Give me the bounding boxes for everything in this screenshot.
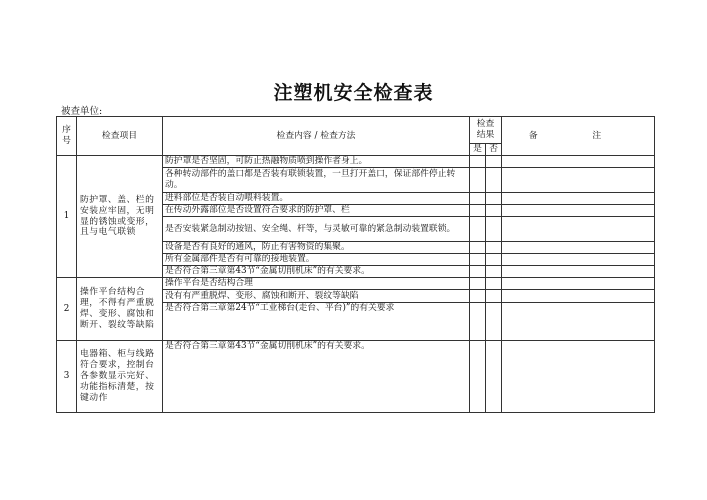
result-no-cell[interactable]	[486, 341, 502, 413]
remarks-cell[interactable]	[502, 254, 655, 266]
result-no-cell[interactable]	[486, 290, 502, 302]
remarks-cell[interactable]	[502, 217, 655, 242]
result-no-cell[interactable]	[486, 168, 502, 193]
result-no-cell[interactable]	[486, 217, 502, 242]
row-seq: 3	[57, 341, 77, 413]
result-yes-cell[interactable]	[470, 156, 486, 168]
remarks-cell[interactable]	[502, 193, 655, 205]
check-item: 操作平台结构合理，不得有严重脱焊、变形、腐蚀和断开、裂纹等缺陷	[77, 278, 163, 341]
result-yes-cell[interactable]	[470, 341, 486, 413]
remarks-cell[interactable]	[502, 278, 655, 290]
check-content: 在传动外露部位是否设置符合要求的防护罩、栏	[163, 205, 470, 217]
check-content: 所有金属部件是否有可靠的接地装置。	[163, 254, 470, 266]
check-content: 操作平台是否结构合理	[163, 278, 470, 290]
header-yes: 是	[470, 144, 486, 156]
row-seq: 1	[57, 156, 77, 278]
remarks-cell[interactable]	[502, 156, 655, 168]
result-yes-cell[interactable]	[470, 168, 486, 193]
result-no-cell[interactable]	[486, 266, 502, 278]
check-content: 是否符合第三章第43节“金属切削机床”的有关要求。	[163, 266, 470, 278]
result-no-cell[interactable]	[486, 242, 502, 254]
check-content: 是否安装紧急制动按钮、安全绳、杆等，与灵敏可靠的紧急制动装置联锁。	[163, 217, 470, 242]
result-yes-cell[interactable]	[470, 193, 486, 205]
remarks-cell[interactable]	[502, 168, 655, 193]
header-check-content: 检查内容 / 检查方法	[163, 117, 470, 156]
remarks-cell[interactable]	[502, 290, 655, 302]
header-check-result: 检查 结果	[470, 117, 502, 144]
result-no-cell[interactable]	[486, 193, 502, 205]
result-yes-cell[interactable]	[470, 254, 486, 266]
remarks-cell[interactable]	[502, 266, 655, 278]
check-item: 防护罩、盖、栏的安装应牢固，无明显的锈蚀或变形，且与电气联锁	[77, 156, 163, 278]
check-content: 没有有严重脱焊、变形、腐蚀和断开、裂纹等缺陷	[163, 290, 470, 302]
result-yes-cell[interactable]	[470, 266, 486, 278]
check-content: 各种转动部件的盖口都是否装有联锁装置，一旦打开盖口，保证部件停止转动。	[163, 168, 470, 193]
check-content: 防护罩是否坚固，可防止热融物质喷到操作者身上。	[163, 156, 470, 168]
result-no-cell[interactable]	[486, 278, 502, 290]
remarks-cell[interactable]	[502, 341, 655, 413]
header-no: 否	[486, 144, 502, 156]
result-yes-cell[interactable]	[470, 302, 486, 340]
check-item: 电器箱、柜与线路符合要求，控制台各参数显示完好、功能指标清楚，按键动作	[77, 341, 163, 413]
result-no-cell[interactable]	[486, 205, 502, 217]
result-yes-cell[interactable]	[470, 290, 486, 302]
page-title: 注塑机安全检查表	[273, 82, 434, 104]
result-yes-cell[interactable]	[470, 278, 486, 290]
remarks-cell[interactable]	[502, 242, 655, 254]
result-no-cell[interactable]	[486, 254, 502, 266]
result-yes-cell[interactable]	[470, 242, 486, 254]
header-seq: 序 号	[57, 117, 77, 156]
result-yes-cell[interactable]	[470, 205, 486, 217]
check-content: 进料部位是否装自动喂料装置。	[163, 193, 470, 205]
inspection-table	[56, 116, 655, 413]
result-no-cell[interactable]	[486, 156, 502, 168]
header-remarks: 备 注	[502, 117, 655, 156]
check-content: 是否符合第三章第24节“工业梯台(走台、平台)”的有关要求	[163, 302, 470, 340]
check-content: 设备是否有良好的通风，防止有害物资的集聚。	[163, 242, 470, 254]
inspected-unit-label: 被查单位:	[61, 106, 103, 117]
result-no-cell[interactable]	[486, 302, 502, 340]
check-content: 是否符合第三章第43节“金属切削机床”的有关要求。	[163, 341, 470, 413]
remarks-cell[interactable]	[502, 205, 655, 217]
remarks-cell[interactable]	[502, 302, 655, 340]
result-yes-cell[interactable]	[470, 217, 486, 242]
header-check-item: 检查项目	[77, 117, 163, 156]
row-seq: 2	[57, 278, 77, 341]
